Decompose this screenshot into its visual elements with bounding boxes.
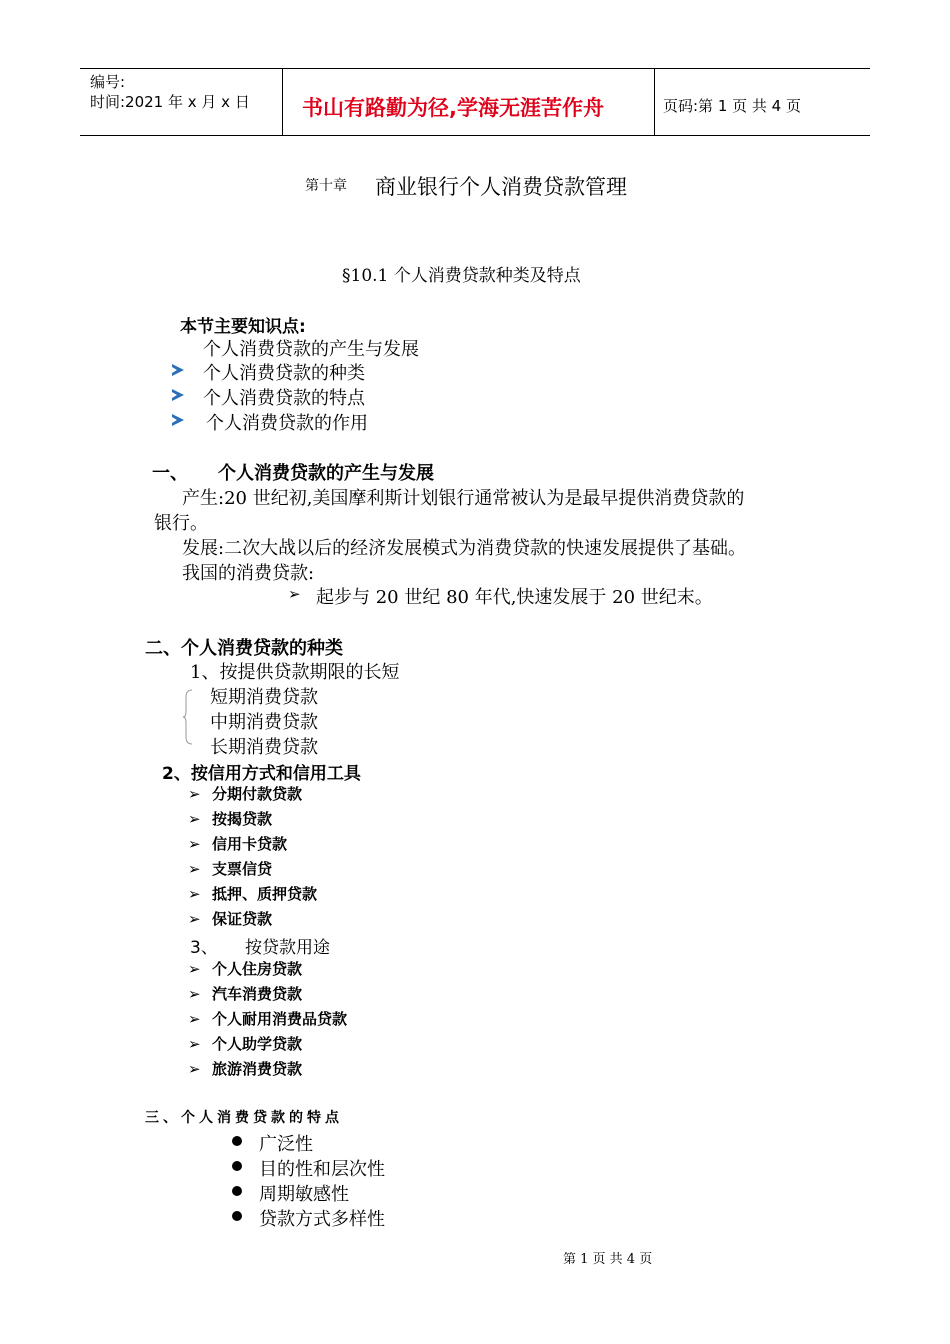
- credit-item: 抵押、质押贷款: [212, 885, 318, 903]
- part2-sub3: 按贷款用途: [245, 938, 330, 958]
- key-point-item: 个人消费贷款的作用: [206, 413, 368, 434]
- header-top-rule: [80, 68, 870, 69]
- arrowhead-bullet-icon: ➢: [288, 585, 301, 603]
- header-page-info: 页码:第 1 页 共 4 页: [663, 97, 801, 115]
- feature-item: 周期敏感性: [259, 1184, 349, 1205]
- arrowhead-bullet-icon: ➢: [188, 885, 201, 903]
- brace-icon: [183, 689, 193, 745]
- key-point-item: 个人消费贷款的特点: [203, 388, 365, 409]
- arrowhead-bullet-icon: ➢: [188, 985, 201, 1003]
- purpose-item: 个人耐用消费品贷款: [212, 1010, 348, 1028]
- part1-heading: 个人消费贷款的产生与发展: [218, 463, 434, 484]
- term-item: 中期消费贷款: [210, 712, 318, 733]
- arrowhead-bullet-icon: ➢: [188, 910, 201, 928]
- part2-sub1: 1、按提供贷款期限的长短: [190, 662, 400, 683]
- bullet-dot-icon: [232, 1186, 242, 1196]
- bullet-dot-icon: [232, 1211, 242, 1221]
- part1-china-label: 我国的消费贷款:: [182, 563, 315, 584]
- purpose-item: 个人助学贷款: [212, 1035, 303, 1053]
- term-item: 短期消费贷款: [210, 687, 318, 708]
- part1-china-item: 起步与 20 世纪 80 年代,快速发展于 20 世纪末。: [316, 587, 713, 608]
- bullet-dot-icon: [232, 1136, 242, 1146]
- credit-item: 按揭贷款: [212, 810, 273, 828]
- credit-item: 支票信贷: [212, 860, 273, 878]
- part2-heading: 二、个人消费贷款的种类: [145, 638, 343, 659]
- arrowhead-bullet-icon: ➢: [188, 1060, 201, 1078]
- purpose-item: 个人住房贷款: [212, 960, 303, 978]
- arrow-bullet-icon: [172, 364, 184, 376]
- part1-development: 发展:二次大战以后的经济发展模式为消费贷款的快速发展提供了基础。: [182, 538, 747, 559]
- chapter-number: 第十章: [305, 178, 347, 194]
- credit-item: 保证贷款: [212, 910, 273, 928]
- arrowhead-bullet-icon: ➢: [188, 1035, 201, 1053]
- chapter-title: 商业银行个人消费贷款管理: [375, 175, 627, 199]
- feature-item: 目的性和层次性: [259, 1159, 385, 1180]
- header-number-label: 编号:: [90, 73, 126, 91]
- header-motto: 书山有路勤为径,学海无涯苦作舟: [302, 96, 604, 120]
- credit-item: 分期付款贷款: [212, 785, 303, 803]
- header-time-label: 时间:2021 年 x 月 x 日: [90, 93, 250, 111]
- term-item: 长期消费贷款: [210, 737, 318, 758]
- key-points-heading: 本节主要知识点:: [180, 317, 306, 337]
- key-point-item: 个人消费贷款的产生与发展: [203, 339, 419, 360]
- purpose-item: 汽车消费贷款: [212, 985, 303, 1003]
- page-footer: 第 1 页 共 4 页: [563, 1252, 653, 1267]
- section-title: §10.1 个人消费贷款种类及特点: [342, 266, 581, 286]
- header-divider-right: [654, 68, 655, 135]
- part2-sub2: 2、按信用方式和信用工具: [162, 764, 361, 784]
- credit-item: 信用卡贷款: [212, 835, 288, 853]
- part1-heading-number: 一、: [152, 463, 188, 484]
- part3-heading: 三、个人消费贷款的特点: [145, 1110, 343, 1126]
- arrowhead-bullet-icon: ➢: [188, 1010, 201, 1028]
- part2-sub3-number: 3、: [190, 938, 218, 958]
- arrow-bullet-icon: [172, 389, 184, 401]
- arrowhead-bullet-icon: ➢: [188, 785, 201, 803]
- part1-origin-line2: 银行。: [154, 513, 208, 534]
- arrowhead-bullet-icon: ➢: [188, 810, 201, 828]
- key-point-item: 个人消费贷款的种类: [203, 363, 365, 384]
- arrowhead-bullet-icon: ➢: [188, 835, 201, 853]
- arrow-bullet-icon: [172, 414, 184, 426]
- header-bottom-rule: [80, 135, 870, 136]
- header-divider-left: [282, 68, 283, 135]
- bullet-dot-icon: [232, 1161, 242, 1171]
- purpose-item: 旅游消费贷款: [212, 1060, 303, 1078]
- arrowhead-bullet-icon: ➢: [188, 860, 201, 878]
- part1-origin-line1: 产生:20 世纪初,美国摩利斯计划银行通常被认为是最早提供消费贷款的: [182, 488, 745, 509]
- arrowhead-bullet-icon: ➢: [188, 960, 201, 978]
- feature-item: 贷款方式多样性: [259, 1209, 385, 1230]
- feature-item: 广泛性: [259, 1134, 313, 1155]
